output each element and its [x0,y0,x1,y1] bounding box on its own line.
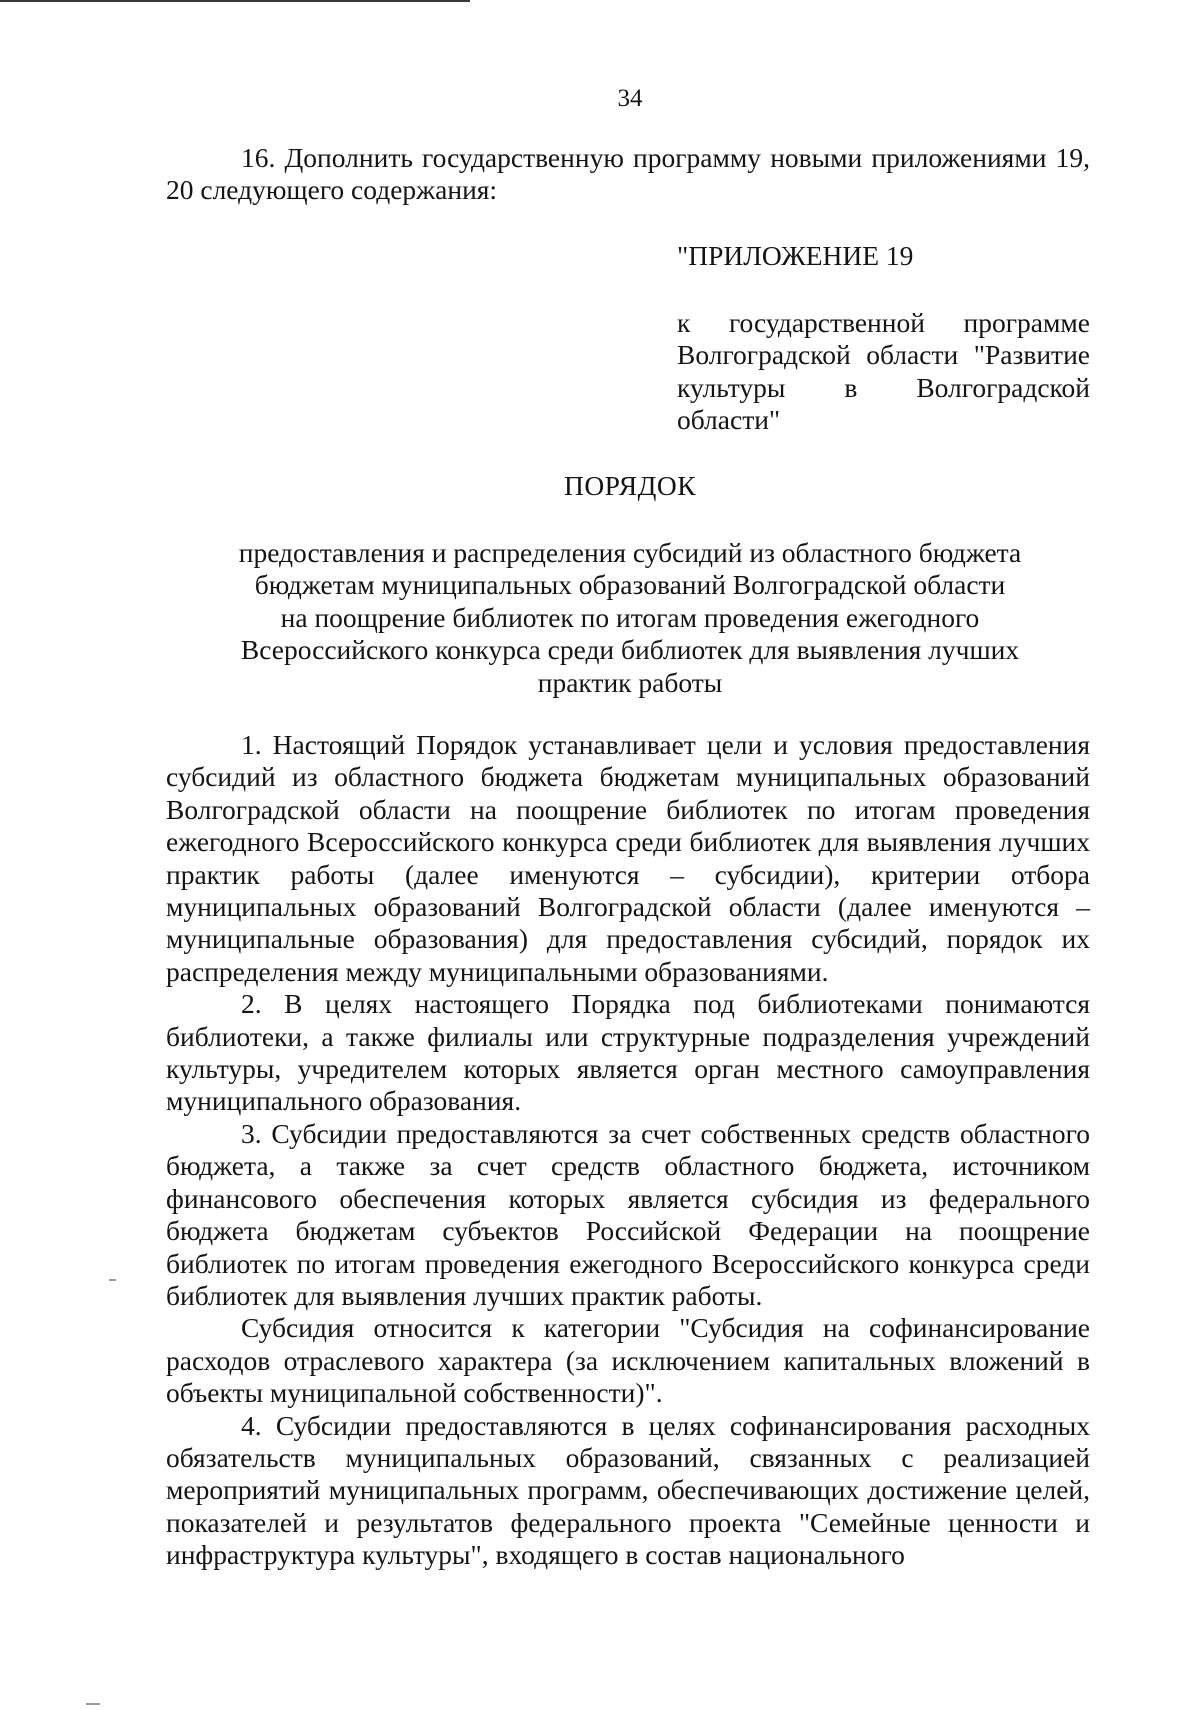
scan-edge-line [0,0,470,2]
document-title: ПОРЯДОК [563,470,697,501]
paragraph-2: 2. В целях настоящего Порядка под библиотеками понимаются библиотеки, а также филиалы или структурные подразделения учреждений культуры, учредителем которых является орган местного самоуправления муниципального образования. [166,988,1090,1117]
paragraph-1: 1. Настоящий Порядок устанавливает цели и условия предоставления субсидий из областного бюджета бюджетам муниципальных образований Волгоградской области на поощрение библиотек по итогам проведения ежегодного Всероссийского конкурса среди библиотек для выявления лучших практик работы (далее именуются – субсидии), критерии отбора муниципальных образований Волгоградской области (далее именуются – муниципальные образования) для предоставления субсидий, порядок их распределения между муниципальными образованиями. [166,729,1090,987]
subtitle-line: на поощрение библиотек по итогам проведения ежегодного [280,601,980,633]
subtitle-line: практик работы [537,666,723,698]
scan-speck [86,1703,100,1705]
appendix-heading: "ПРИЛОЖЕНИЕ 19 [677,240,914,271]
body-text [166,729,1090,1572]
appendix-reference: к государственной программе Волгоградской области "Развитие культуры в Волгоградской области" [677,307,1090,436]
page-number: 34 [617,85,643,112]
subtitle-line: бюджетам муниципальных образований Волгоградской области [254,569,1006,601]
paragraph-3: 3. Субсидии предоставляются за счет собственных средств областного бюджета, а также за счет средств областного бюджета, источником финансового обеспечения которых является субсидия из федерального бюджета бюджетам субъектов Российской Федерации на поощрение библиотек по итогам проведения ежегодного Всероссийского конкурса среди библиотек для выявления лучших практик работы. [166,1117,1090,1311]
subtitle-line: предоставления и распределения субсидий из областного бюджета [238,537,1022,568]
amendment-intro: 16. Дополнить государственную программу новыми приложениями 19, 20 следующего содержания: [166,142,1090,206]
paragraph-4: 4. Субсидии предоставляются в целях софинансирования расходных обязательств муниципальных образований, связанных с реализацией мероприятий муниципальных программ, обеспечивающих достижение целей, показателей и результатов федерального проекта "Семейные ценности и инфраструктура культуры", входящего в состав национального [166,1409,1090,1571]
paragraph-3-category: Субсидия относится к категории "Субсидия на софинансирование расходов отраслевого характера (за исключением капитальных вложений в объекты муниципальной собственности)". [166,1312,1090,1409]
scan-speck [109,1279,116,1281]
subtitle-line: Всероссийского конкурса среди библиотек для выявления лучших [240,634,1020,666]
document-subtitle [210,537,1050,699]
